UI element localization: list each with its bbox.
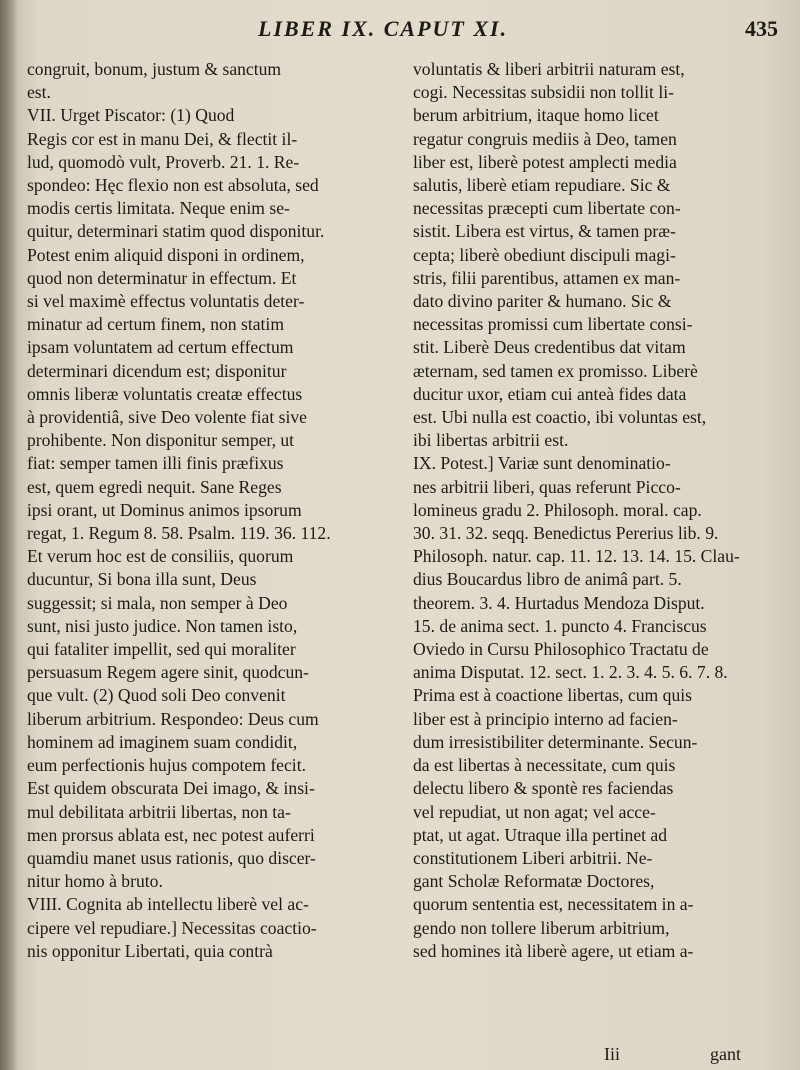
text-line: est.: [27, 82, 51, 103]
text-line: VII. Urget Piscator: (1) Quod: [27, 105, 235, 126]
text-line: eum perfectionis hujus compotem fecit.: [27, 755, 306, 776]
text-line: salutis, liberè etiam repudiare. Sic &: [413, 175, 671, 196]
text-line: persuasum Regem agere sinit, quodcun-: [27, 662, 309, 683]
text-line: cipere vel repudiare.] Necessitas coactio-: [27, 917, 317, 938]
text-line: nitur homo à bruto.: [27, 871, 163, 892]
signature-mark: Iii: [604, 1044, 620, 1064]
text-line: omnis liberæ voluntatis creatæ effectus: [27, 383, 303, 404]
text-line: mul debilitata arbitrii libertas, non ta-: [27, 801, 291, 822]
text-line: liberum arbitrium. Respondeo: Deus cum: [27, 708, 319, 729]
text-line: spondeo: Hęc flexio non est absoluta, sed: [27, 175, 319, 196]
text-line: dius Boucardus libro de animâ part. 5.: [413, 569, 682, 590]
text-line: sistit. Libera est virtus, & tamen præ-: [413, 221, 676, 242]
text-line: men prorsus ablata est, nec potest auferri: [27, 824, 315, 845]
text-line: quorum sententia est, necessitatem in a-: [413, 894, 694, 915]
right-text-column: [413, 58, 790, 963]
page-header: [0, 16, 800, 50]
text-line: modis certis limitata. Neque enim se-: [27, 198, 290, 219]
page-footer: [566, 1044, 786, 1068]
text-line: voluntatis & liberi arbitrii naturam est,: [413, 59, 685, 79]
text-line: Et verum hoc est de consiliis, quorum: [27, 546, 294, 567]
text-line: dato divino pariter & humano. Sic &: [413, 291, 672, 312]
catchword: gant: [710, 1044, 741, 1064]
text-line: liber est, liberè potest amplecti media: [413, 151, 677, 172]
text-line: Oviedo in Cursu Philosophico Tractatu de: [413, 639, 709, 660]
text-line: nis opponitur Libertati, quia contrà: [27, 940, 273, 961]
text-line: prohibente. Non disponitur semper, ut: [27, 430, 295, 451]
running-head: LIBER IX. CAPUT XI.: [258, 16, 509, 41]
text-line: berum arbitrium, itaque homo licet: [413, 105, 659, 126]
page-number: 435: [745, 16, 778, 41]
text-line: ipsi orant, ut Dominus animos ipsorum: [27, 499, 302, 520]
text-line: lomineus gradu 2. Philosoph. moral. cap.: [413, 499, 702, 520]
text-line: Prima est à coactione libertas, cum quis: [413, 685, 692, 706]
text-line: est, quem egredi nequit. Sane Reges: [27, 476, 282, 497]
text-line: congruit, bonum, justum & sanctum: [27, 59, 282, 79]
text-line: minatur ad certum finem, non statim: [27, 314, 284, 335]
text-line: Regis cor est in manu Dei, & flectit il-: [27, 128, 298, 149]
text-line: ipsam voluntatem ad certum effectum: [27, 337, 294, 358]
text-line: ptat, ut agat. Utraque illa pertinet ad: [413, 824, 668, 845]
text-line: quamdiu manet usus rationis, quo discer-: [27, 847, 316, 868]
text-line: quod non determinatur in effectum. Et: [27, 267, 297, 288]
text-line: fiat: semper tamen illi finis præfixus: [27, 453, 284, 474]
text-line: hominem ad imaginem suam condidit,: [27, 731, 298, 752]
text-line: regat, 1. Regum 8. 58. Psalm. 119. 36. 112.: [27, 523, 331, 544]
text-line: cogi. Necessitas subsidii non tollit li-: [413, 82, 674, 103]
text-line: da est libertas à necessitate, cum quis: [413, 755, 676, 776]
text-line: necessitas præcepti cum libertate con-: [413, 198, 681, 219]
text-line: vel repudiat, ut non agat; vel acce-: [413, 801, 656, 822]
text-line: constitutionem Liberi arbitrii. Ne-: [413, 847, 653, 868]
text-line: Potest enim aliquid disponi in ordinem,: [27, 244, 305, 265]
text-line: theorem. 3. 4. Hurtadus Mendoza Disput.: [413, 592, 705, 613]
text-line: lud, quomodò vult, Proverb. 21. 1. Re-: [27, 151, 300, 172]
text-line: ducuntur, Si bona illa sunt, Deus: [27, 569, 257, 590]
left-text-column: [27, 58, 403, 963]
text-line: VIII. Cognita ab intellectu liberè vel ac-: [27, 894, 309, 915]
text-line: stris, filii parentibus, attamen ex man-: [413, 267, 681, 288]
text-line: determinari dicendum est; disponitur: [27, 360, 287, 381]
text-line: suggessit; si mala, non semper à Deo: [27, 592, 288, 613]
text-line: qui fataliter impellit, sed qui moraliter: [27, 639, 296, 660]
text-line: necessitas promissi cum libertate consi-: [413, 314, 693, 335]
text-line: cepta; liberè obediunt discipuli magi-: [413, 244, 676, 265]
text-line: est. Ubi nulla est coactio, ibi voluntas est,: [413, 407, 707, 428]
text-line: Philosoph. natur. cap. 11. 12. 13. 14. 15. Clau-: [413, 546, 740, 567]
text-line: stit. Liberè Deus credentibus dat vitam: [413, 337, 686, 358]
text-line: nes arbitrii liberi, quas referunt Picco-: [413, 476, 681, 497]
text-line: quitur, determinari statim quod disponitur.: [27, 221, 325, 242]
text-line: ibi libertas arbitrii est.: [413, 430, 569, 451]
text-line: æternam, sed tamen ex promisso. Liberè: [413, 360, 698, 381]
text-line: anima Disputat. 12. sect. 1. 2. 3. 4. 5. 6. 7. 8.: [413, 662, 728, 683]
text-line: 30. 31. 32. seqq. Benedictus Pererius lib. 9.: [413, 523, 719, 544]
text-line: gant Scholæ Reformatæ Doctores,: [413, 871, 655, 892]
text-line: ducitur uxor, etiam cui anteà fides data: [413, 383, 687, 404]
text-line: 15. de anima sect. 1. puncto 4. Franciscus: [413, 615, 707, 636]
text-line: que vult. (2) Quod soli Deo convenit: [27, 685, 286, 706]
page-binding-shadow: [0, 0, 18, 1070]
text-line: gendo non tollere liberum arbitrium,: [413, 917, 670, 938]
text-line: à providentiâ, sive Deo volente fiat sive: [27, 407, 307, 428]
text-line: sunt, nisi justo judice. Non tamen isto,: [27, 615, 298, 636]
text-line: regatur congruis mediis à Deo, tamen: [413, 128, 677, 149]
text-line: sed homines ità liberè agere, ut etiam a-: [413, 940, 694, 961]
text-line: liber est à principio interno ad facien-: [413, 708, 678, 729]
text-line: Est quidem obscurata Dei imago, & insi-: [27, 778, 315, 799]
text-line: si vel maximè effectus voluntatis deter-: [27, 291, 305, 312]
text-line: IX. Potest.] Variæ sunt denominatio-: [413, 453, 671, 474]
text-line: dum irresistibiliter determinante. Secun-: [413, 731, 698, 752]
text-line: delectu libero & spontè res faciendas: [413, 778, 674, 799]
